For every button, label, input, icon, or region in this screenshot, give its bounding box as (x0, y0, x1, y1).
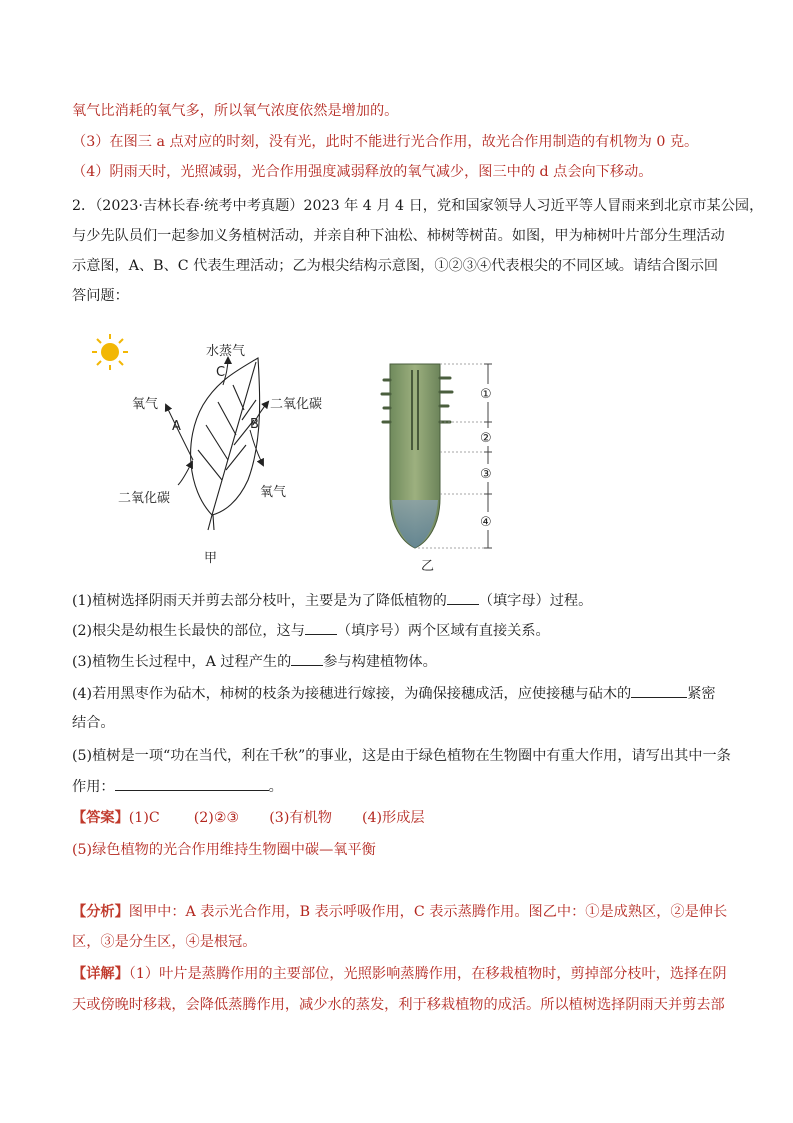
text-line: 氧气比消耗的氧气多，所以氧气浓度依然是增加的。 (72, 103, 399, 119)
sub-question-5-cont (72, 776, 719, 797)
question-stem-line: 2．（2023·吉林长春·统考中考真题）2023 年 4 月 4 日，党和国家领导人习近平等人冒雨来到北京市某公园， (72, 198, 764, 214)
answer-line (72, 808, 719, 828)
arrow-co2-in (178, 462, 192, 485)
label-oxygen-right: 氧气 (260, 485, 287, 500)
question-stem-line: 示意图，A、B、C 代表生理活动；乙为根尖结构示意图，①②③④代表根尖的不同区域。请结合图示回 (72, 258, 719, 274)
answer-blank[interactable] (447, 590, 479, 605)
label-a: A (172, 419, 181, 434)
question-text: （填序号）两个区域有直接关系。 (336, 623, 550, 639)
caption-jia: 甲 (204, 551, 218, 566)
zone-label: ① (480, 387, 492, 402)
text-line: （3）在图三 a 点对应的时刻，没有光，此时不能进行光合作用，故光合作用制造的有机物为 0 克。 (72, 134, 699, 150)
detail-text: （1）叶片是蒸腾作用的主要部位，光照影响蒸腾作用，在移栽植物时，剪掉部分枝叶，选择在阴 (128, 966, 727, 982)
sub-question-4-cont: 结合。 (72, 715, 115, 731)
analysis-text: 图甲中：A 表示光合作用，B 表示呼吸作用，C 表示蒸腾作用。图乙中：①是成熟区，②是伸长 (128, 904, 728, 920)
sub-question-1 (72, 590, 719, 611)
answer-1: (1)C (128, 810, 160, 826)
sub-question-4 (72, 683, 719, 704)
sub-question-2 (72, 620, 719, 641)
sub-question-5: (5)植树是一项“功在当代，利在千秋”的事业，这是由于绿色植物在生物圈中有重大作用，请写出其中一条 (72, 748, 731, 764)
label-c: C (216, 365, 226, 380)
sun-icon (92, 334, 128, 370)
answer-5: (5)绿色植物的光合作用维持生物圈中碳—氧平衡 (72, 842, 376, 858)
answer-2: (2)②③ (193, 810, 240, 826)
zone-label: ④ (480, 515, 492, 530)
question-text: 作用： (72, 779, 115, 795)
question-text: (4)若用黑枣作为砧木，柿树的枝条为接穗进行嫁接，为确保接穗成活，应使接穗与砧木的 (72, 686, 632, 702)
detail-line (72, 964, 727, 984)
detail-tag: 【详解】 (72, 966, 129, 982)
analysis-line-2: 区，③是分生区，④是根冠。 (72, 934, 257, 950)
question-text: 参与构建植物体。 (323, 654, 437, 670)
detail-line-2: 天或傍晚时移栽，会降低蒸腾作用，减少水的蒸发，利于移栽植物的成活。所以植树选择阴雨天并剪去部 (72, 997, 725, 1013)
answer-tag: 【答案】 (72, 810, 129, 826)
label-co2-left: 二氧化碳 (118, 491, 171, 506)
question-stem-line: 与少先队员们一起参加义务植树活动，并亲自种下油松、柿树等树苗。如图，甲为柿树叶片部分生理活动 (72, 228, 725, 244)
answer-blank[interactable] (291, 651, 323, 666)
label-oxygen-left: 氧气 (132, 397, 159, 412)
answer-3: (3)有机物 (269, 810, 332, 826)
question-text: 。 (268, 779, 283, 795)
answer-blank[interactable] (631, 683, 687, 698)
label-b: B (250, 417, 259, 432)
answer-blank[interactable] (115, 776, 269, 791)
root-tip-diagram (382, 364, 492, 548)
biology-figure (88, 330, 492, 578)
question-stem-line: 答问题： (72, 288, 129, 304)
zone-label: ③ (480, 467, 492, 482)
caption-yi: 乙 (421, 559, 435, 574)
analysis-tag: 【分析】 (72, 904, 129, 920)
leaf-diagram (191, 358, 260, 530)
question-text: (1)植树选择阴雨天并剪去部分枝叶，主要是为了降低植物的 (72, 593, 447, 609)
label-co2-right: 二氧化碳 (270, 397, 323, 412)
question-text: (2)根尖是幼根生长最快的部位，这与 (72, 623, 305, 639)
sub-question-3 (72, 651, 719, 672)
answer-blank[interactable] (305, 620, 337, 635)
zone-label: ② (480, 431, 492, 446)
analysis-line (72, 902, 728, 922)
question-text: 紧密 (687, 686, 716, 702)
text-line: （4）阴雨天时，光照减弱，光合作用强度减弱释放的氧气减少，图三中的 d 点会向下移动。 (72, 164, 653, 180)
label-water-vapor: 水蒸气 (206, 344, 246, 359)
question-text: （填字母）过程。 (478, 593, 593, 609)
answer-4: (4)形成层 (361, 810, 425, 826)
question-text: (3)植物生长过程中，A 过程产生的 (72, 654, 292, 670)
